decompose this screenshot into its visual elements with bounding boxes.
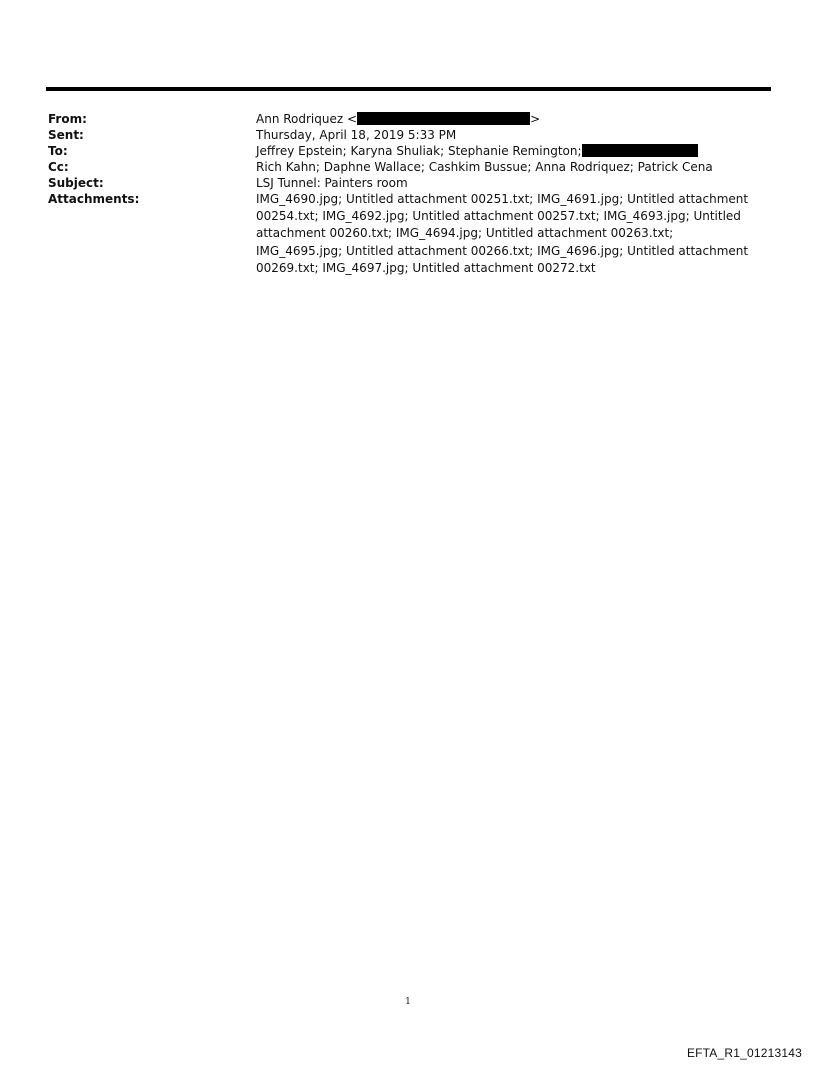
from-row: [48, 111, 768, 127]
from-label: From:: [48, 112, 87, 126]
sent-row: [48, 127, 768, 143]
cc-row: [48, 159, 768, 175]
redacted-recipient-box: [582, 144, 698, 157]
subject-row: [48, 175, 768, 191]
bates-number: EFTA_R1_01213143: [686, 1046, 802, 1060]
attachments-row: [48, 191, 768, 277]
attachments-value: IMG_4690.jpg; Untitled attachment 00251.txt; IMG_4691.jpg; Untitled attachment 00254.txt; IMG_4692.jpg; Untitled attachment 00257.txt; IMG_4693.jpg; Untitled attachment 00260.txt; IMG_4694.jpg; Untitled attachment 00263.txt; IMG_4695.jpg; Untitled attachment 00266.txt; IMG_4696.jpg; Untitled attachment 00269.txt; IMG_4697.jpg; Untitled attachment 00272.txt: [256, 192, 749, 275]
sent-label: Sent:: [48, 128, 84, 142]
to-recipients: Jeffrey Epstein; Karyna Shuliak; Stephanie Remington;: [256, 144, 582, 158]
page-number: 1: [405, 997, 411, 1007]
cc-label: Cc:: [48, 160, 69, 174]
attachments-label: Attachments:: [48, 192, 140, 206]
subject-value: LSJ Tunnel: Painters room: [256, 176, 408, 190]
email-header: [48, 111, 768, 277]
header-rule: [46, 87, 771, 91]
redacted-email-box: [357, 112, 530, 125]
email-open-bracket: <: [347, 112, 358, 126]
subject-label: Subject:: [48, 176, 104, 190]
email-close-bracket: >: [530, 112, 541, 126]
sender-name: Ann Rodriquez: [256, 112, 344, 126]
to-label: To:: [48, 144, 68, 158]
cc-value: Rich Kahn; Daphne Wallace; Cashkim Bussue; Anna Rodriquez; Patrick Cena: [256, 160, 713, 174]
sent-value: Thursday, April 18, 2019 5:33 PM: [256, 128, 457, 142]
from-value: [256, 111, 758, 127]
to-row: [48, 143, 768, 159]
to-value: [256, 143, 758, 159]
